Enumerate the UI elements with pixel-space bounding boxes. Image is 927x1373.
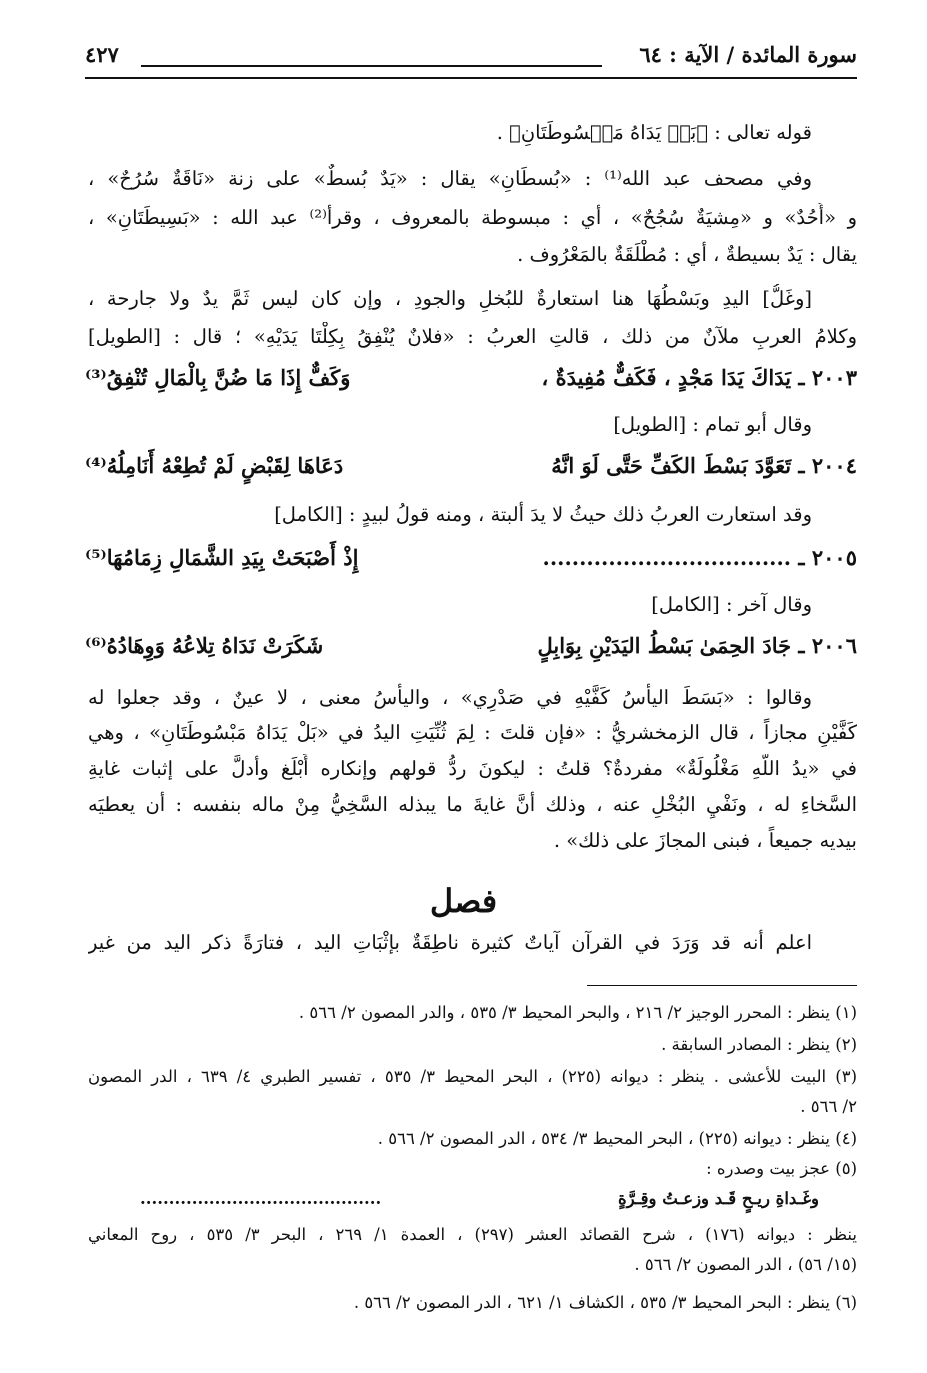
header-rule <box>85 77 857 79</box>
poem-verse-2006 <box>85 633 857 669</box>
body-line: يقال : يَدٌ بسيطةٌ ، أي : مُطْلَقَةٌ بالمَعْرُوف . <box>517 243 857 266</box>
section-title: فصل <box>429 882 498 920</box>
body-line: اعلم أنه قد وَرَدَ في القرآن آياتٌ كثيرة ناطِقَةٌ بإثْبَاتِ اليد ، فتارَةً ذكر اليد من غير <box>88 931 812 954</box>
body-line: وقد استعارت العربُ ذلك حيثُ لا يدَ ألبتة ، ومنه قولُ لبيدٍ : [الكامل] <box>274 503 812 526</box>
body-line: السَّخاءِ له ، ونَفْيِ البُخْلِ عنه ، وذلك أنَّ غايةَ ما يبذله السَّخِيُّ مِنْ ماله بنفسه : أن يعطيَه <box>88 793 857 816</box>
body-line: وقالوا : «بَسَطَ اليأسُ كَفَّيْهِ في صَدْرِي» ، واليأسُ معنى ، لا عينٌ ، وقد جعلوا له <box>88 686 812 709</box>
verse-first-hemistich: ٢٠٠٣ ـ يَدَاكَ يَدَا مَجْدٍ ، فَكَفٌّ مُفِيدَةٌ ، <box>541 365 857 390</box>
footnote-5: (٥) عجز بيت وصدره : <box>706 1159 857 1178</box>
verse-second-hemistich: دَعَاهَا لِقَبْضٍ لَمْ تُطِعْهُ أَنَامِلُهُ⁽⁴⁾ <box>85 453 344 478</box>
poem-verse-2004 <box>85 453 857 489</box>
footnote-5-refs-cont: (١٥/ ٥٦) ، الدر المصون ٢/ ٥٦٦ . <box>634 1255 857 1274</box>
verse-second-hemistich: وَكَفٌّ إِذَا مَا ضُنَّ بِالْمَالِ تُنْفِقُ⁽³⁾ <box>85 365 351 390</box>
verse-first-hemistich: ٢٠٠٥ ـ .................................. <box>542 545 857 570</box>
footnote-2: (٢) ينظر : المصادر السابقة . <box>661 1035 857 1054</box>
body-line: بيديه جميعاً ، فبنى المجازَ على ذلك» . <box>553 829 857 852</box>
footnote-6: (٦) ينظر : البحر المحيط ٣/ ٥٣٥ ، الكشاف ١/ ٦٢١ ، الدر المصون ٢/ ٥٦٦ . <box>353 1293 857 1312</box>
body-line: و «أُحُدٌ» و «مِشيَةٌ سُجُحٌ» ، أي : مبسوطة بالمعروف ، وقرأ⁽²⁾ عبد الله : «بَسِيطَتَانِ» ، <box>88 206 857 229</box>
body-line: وقال أبو تمام : [الطويل] <box>613 413 812 436</box>
verse-second-hemistich: شَكَرَتْ نَدَاهُ تِلاعُهُ وَوِهَادُهُ⁽⁶⁾ <box>85 633 324 658</box>
body-line: وكلامُ العربِ ملآنٌ من ذلك ، قالتِ العربُ : «فلانٌ يُنْفِقُ بِكِلْتَا يَدَيْهِ» ؛ قال : [الطويل] <box>88 325 857 348</box>
footnote-rule <box>587 985 857 986</box>
footnote-3: (٣) البيت للأعشى . ينظر : ديوانه (٢٢٥) ، البحر المحيط ٣/ ٥٣٥ ، تفسير الطبري ٤/ ٦٣٩ ، الدر المصون <box>88 1067 857 1086</box>
footnote-3-cont: ٢/ ٥٦٦ . <box>800 1097 857 1116</box>
body-line: [وغَلُّ] اليدِ وبَسْطُهَا هنا استعارةٌ للبُخلِ والجودِ ، وإن كان ليس ثَمَّ يدٌ ولا جارحة ، <box>88 287 812 310</box>
body-line: كَفَّيْنِ مجازاً ، قال الزمخشريُّ : «فإن قلتَ : لِمَ ثُنِّيَتِ اليدُ في «بَلْ يَدَاهُ مَبْسُوطَتَانِ» ، وهي <box>88 721 857 744</box>
footnote-5-verse <box>140 1189 819 1215</box>
footnote-1: (١) ينظر : المحرر الوجيز ٢/ ٢١٦ ، والبحر المحيط ٣/ ٥٣٥ ، والدر المصون ٢/ ٥٦٦ . <box>298 1003 857 1022</box>
verse-first-hemistich: ٢٠٠٦ ـ جَادَ الحِمَىٰ بَسْطُ اليَدَيْنِ بِوَابِلٍ <box>537 633 857 658</box>
body-line: وقال آخر : [الكامل] <box>651 593 812 616</box>
body-line: في «يدُ اللَّهِ مَغْلُولَةٌ» مفردةٌ؟ قلتُ : ليكونَ ردُّ قولهم وإنكاره أَبْلَغ وأدلَّ على إثبات غايةِ <box>88 757 857 780</box>
page-header <box>85 38 857 78</box>
body-line: قوله تعالى : ﴿بَلۡ يَدَاهُ مَبۡسُوطَتَانِ﴾ . <box>496 121 812 144</box>
verse-first-hemistich: وغَـداةِ ريـحٍ قَـد وزعـتُ وقِـرَّةٍ <box>618 1189 819 1208</box>
footnote-5-refs: ينظر : ديوانه (١٧٦) ، شرح القصائد العشر (٢٩٧) ، العمدة ١/ ٢٦٩ ، البحر ٣/ ٥٣٥ ، روح المعاني <box>88 1225 857 1244</box>
page-number: ٤٢٧ <box>85 42 119 67</box>
surah-title: سورة المائدة / الآية : ٦٤ <box>639 42 857 67</box>
verse-second-hemistich: .......................................... <box>140 1189 382 1208</box>
verse-first-hemistich: ٢٠٠٤ ـ تَعَوَّدَ بَسْطَ الكَفِّ حَتَّى لَوَ انَّهُ <box>551 453 857 478</box>
body-line: وفي مصحف عبد الله⁽¹⁾ : «بُسطَانِ» يقال : «يَدٌ بُسطٌ» على زنة «نَاقَةٌ سُرُحٌ» ، <box>88 167 812 190</box>
footnote-4: (٤) ينظر : ديوانه (٢٢٥) ، البحر المحيط ٣/ ٥٣٤ ، الدر المصون ٢/ ٥٦٦ . <box>377 1129 857 1148</box>
header-dash-line <box>141 65 602 67</box>
poem-verse-2003 <box>85 365 857 401</box>
verse-second-hemistich: إِذْ أَصْبَحَتْ بِيَدِ الشَّمَالِ زِمَامُهَا⁽⁵⁾ <box>85 545 359 570</box>
poem-verse-2005 <box>85 545 857 581</box>
